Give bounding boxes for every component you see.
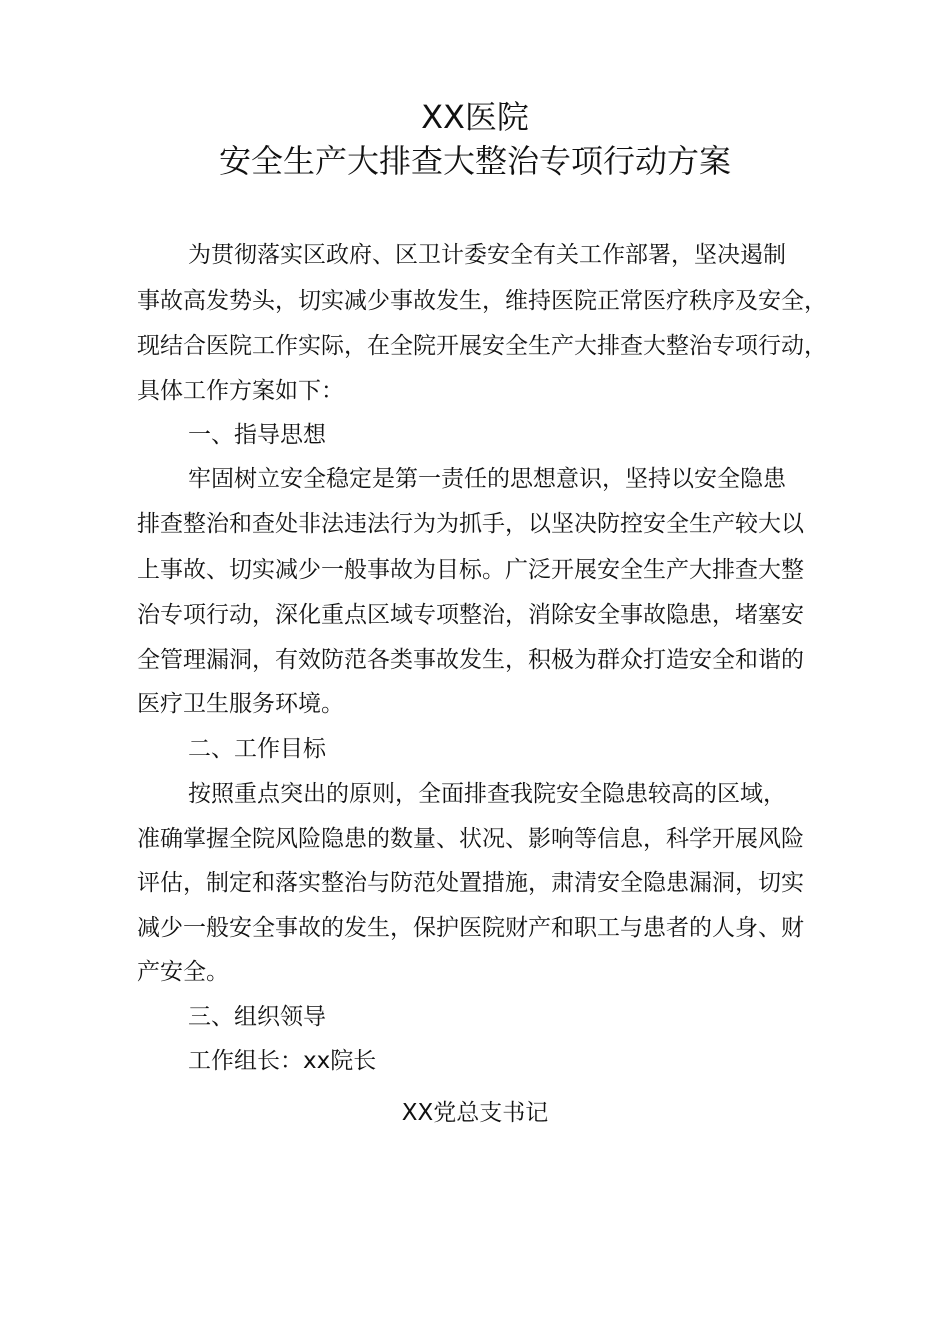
- section-heading-work-goals: 二、工作目标: [188, 736, 326, 762]
- team-member-line: XX党总支书记: [401, 1100, 549, 1126]
- section-heading-guiding-ideology: 一、指导思想: [188, 422, 326, 448]
- section2-line: 准确掌握全院风险隐患的数量、状况、影响等信息，科学开展风险: [137, 826, 804, 852]
- section1-line: 全管理漏洞，有效防范各类事故发生，积极为群众打造安全和谐的: [137, 647, 804, 673]
- section2-line: 评估，制定和落实整治与防范处置措施，肃清安全隐患漏洞，切实: [137, 870, 804, 896]
- section1-line: 牢固树立安全稳定是第一责任的思想意识，坚持以安全隐患: [188, 466, 786, 492]
- document-title-hospital: XX医院: [421, 98, 529, 136]
- intro-line: 为贯彻落实区政府、区卫计委安全有关工作部署，坚决遏制: [188, 242, 786, 268]
- section2-line: 产安全。: [137, 959, 229, 985]
- section1-line: 上事故、切实减少一般事故为目标。广泛开展安全生产大排查大整: [137, 557, 804, 583]
- section1-line: 医疗卫生服务环境。: [137, 691, 344, 717]
- intro-line: 现结合医院工作实际，在全院开展安全生产大排查大整治专项行动，: [137, 333, 827, 359]
- team-leader-line: 工作组长：xx院长: [188, 1048, 377, 1074]
- intro-line: 具体工作方案如下：: [137, 378, 344, 404]
- section-heading-organization: 三、组织领导: [188, 1004, 326, 1030]
- section2-line: 按照重点突出的原则，全面排查我院安全隐患较高的区域，: [188, 781, 786, 807]
- intro-line: 事故高发势头，切实减少事故发生，维持医院正常医疗秩序及安全，: [137, 288, 827, 314]
- section1-line: 排查整治和查处非法违法行为为抓手，以坚决防控安全生产较大以: [137, 511, 804, 537]
- section1-line: 治专项行动，深化重点区域专项整治，消除安全事故隐患，堵塞安: [137, 602, 804, 628]
- document-title-plan: 安全生产大排查大整治专项行动方案: [218, 142, 731, 180]
- section2-line: 减少一般安全事故的发生，保护医院财产和职工与患者的人身、财: [137, 915, 804, 941]
